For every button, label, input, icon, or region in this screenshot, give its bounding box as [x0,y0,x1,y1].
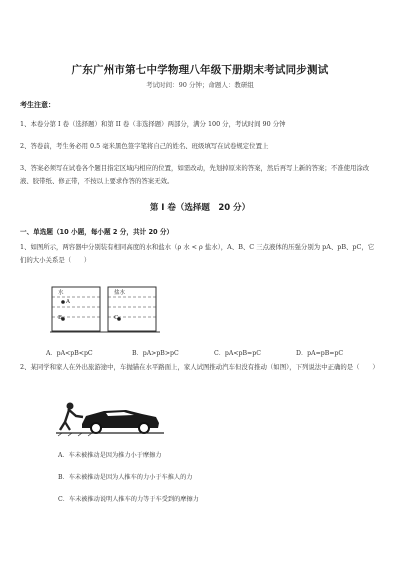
part-title: 第 I 卷（选择题 20 分） [149,203,251,213]
label-water: 水 [58,290,64,296]
page-title: 广东广州市第七中学物理八年级下册期末考试同步测试 [71,64,329,76]
q1-option-d[interactable]: D．pA=pB=pC [296,350,344,357]
q1-option-c[interactable]: C．pA<pB=pC [214,350,261,357]
pushing-car-figure [56,398,166,438]
label-point-b: B [58,315,63,321]
question-1-text: 1、如图所示，两容器中分别装有相同高度的水和盐水（ρ 水 < ρ 盐水），A、B、C 三点液体的压强分别为 pA、pB、pC，它们的大小关系是（ ） [20,243,375,264]
question-2-text: 2、某同学和家人在外出旅游途中，车抛锚在水平路面上，家人试图推动汽车但没有推动（如图），下列说法中正确的是（ ） [20,363,379,371]
q2-option-c[interactable]: C．车未被推动说明人推车的力等于车受到的摩擦力 [58,496,199,503]
note-1: 1、本卷分第 I 卷（选择题）和第 II 卷（非选择题）两部分，满分 100 分，考试时间 90 分钟 [20,120,286,128]
label-brine: 盐水 [114,290,126,296]
containers-figure [50,285,170,335]
note-2: 2、答卷前，考生务必用 0.5 毫米黑色签字笔将自己的姓名、班级填写在试卷规定位置上 [20,142,269,150]
exam-info: 考试时间：90 分钟；命题人：教研组 [146,81,254,89]
q2-option-a[interactable]: A．车未被推动是因为推力小于摩擦力 [58,452,162,459]
section-heading: 一、单选题（10 小题，每小题 2 分，共计 20 分） [20,228,174,236]
note-3: 3、答案必须写在试卷各个题目指定区域内相应的位置，如需改动，先划掉原来的答案，然后再写上新的答案；不准使用涂改液、胶带纸、修正带，不按以上要求作答的答案无效。 [20,164,370,185]
q1-option-a[interactable]: A．pA<pB<pC [46,350,93,357]
label-point-a: A [66,299,70,305]
notes-heading: 考生注意： [20,101,55,109]
q2-option-b[interactable]: B．车未被推动是因为人推车的力小于车推人的力 [58,474,193,481]
label-point-c: C [114,315,119,321]
q1-option-b[interactable]: B．pA>pB>pC [132,350,179,357]
